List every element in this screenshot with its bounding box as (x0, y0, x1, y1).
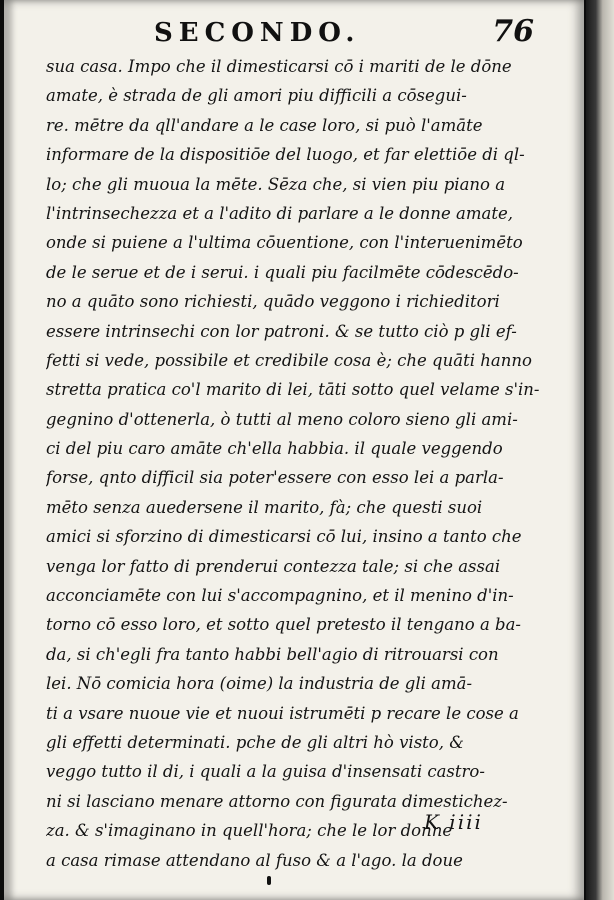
text-line: stretta pratica co'l marito di lei, tāti sotto quel velame s'in- (46, 380, 540, 400)
text-line: torno cō esso loro, et sotto quel pretesto il tengano a ba- (46, 615, 522, 635)
text-line: sua casa. Impo che il dimesticarsi cō i mariti de le dōne (46, 57, 512, 76)
text-line: ci del piu caro amāte ch'ella habbia. il quale veggendo (46, 439, 503, 459)
text-line: da, si ch'egli fra tanto habbi bell'agio di ritrouarsi con (46, 644, 499, 664)
text-line: re. mētre da qll'andare a le case loro, si può l'amāte (46, 115, 483, 135)
text-line: de le serue et de i serui. i quali piu facilmēte cōdescēdo- (46, 262, 519, 282)
text-line: no a quāto sono richiesti, quādo veggono i richieditori (46, 292, 500, 312)
text-line: ni si lasciano menare attorno con figurata dimestichez- (46, 791, 508, 811)
text-line: mēto senza auedersene il marito, fà; che questi suoi (46, 497, 483, 517)
book-gutter (586, 0, 614, 900)
text-line: amate, è strada de gli amori piu difficili a cōsegui- (46, 86, 467, 106)
text-line: essere intrinsechi con lor patroni. & se tutto ciò p gli ef- (46, 321, 517, 341)
text-line: gli effetti determinati. pche de gli altri hò visto, & (46, 732, 464, 752)
text-line: ti a vsare nuoue vie et nuoui istrumēti p recare le cose a (46, 703, 519, 723)
text-line: za. & s'imaginano in quell'hora; che le lor donne (46, 821, 453, 841)
text-line: gegnino d'ottenerla, ò tutti al meno coloro sieno gli ami- (46, 409, 518, 429)
signature-mark: K iiii (424, 810, 483, 834)
text-line: forse, qnto difficil sia poter'essere con esso lei a parla- (46, 468, 504, 488)
book-page (4, 0, 584, 900)
text-line: acconciamēte con lui s'accompagnino, et il menino d'in- (46, 586, 514, 606)
text-line: a casa rimase attendano al fuso & a l'ago. la doue (46, 850, 463, 870)
running-head: SECONDO. (154, 18, 361, 48)
text-line: amici si sforzino di dimesticarsi cō lui, insino a tanto che (46, 527, 522, 547)
text-line: lei. Nō comicia hora (oime) la industria de gli amā- (46, 674, 473, 694)
page-header (154, 14, 534, 52)
page-number: 76 (492, 14, 534, 49)
text-line: lo; che gli muoua la mēte. Sēza che, si vien piu piano a (46, 174, 506, 194)
body-text (46, 52, 566, 875)
text-line: venga lor fatto di prenderui contezza tale; si che assai (46, 556, 501, 576)
text-line: onde si puiene a l'ultima cōuentione, con l'interuenimēto (46, 233, 523, 253)
text-line: l'intrinsechezza et a l'adito di parlare a le donne amate, (46, 203, 513, 223)
ink-speck (267, 876, 271, 885)
text-line: fetti si vede, possibile et credibile cosa è; che quāti hanno (46, 350, 532, 370)
text-line: veggo tutto il di, i quali a la guisa d'insensati castro- (46, 762, 485, 782)
text-line: informare de la dispositiōe del luogo, et far elettiōe di ql- (46, 145, 525, 165)
